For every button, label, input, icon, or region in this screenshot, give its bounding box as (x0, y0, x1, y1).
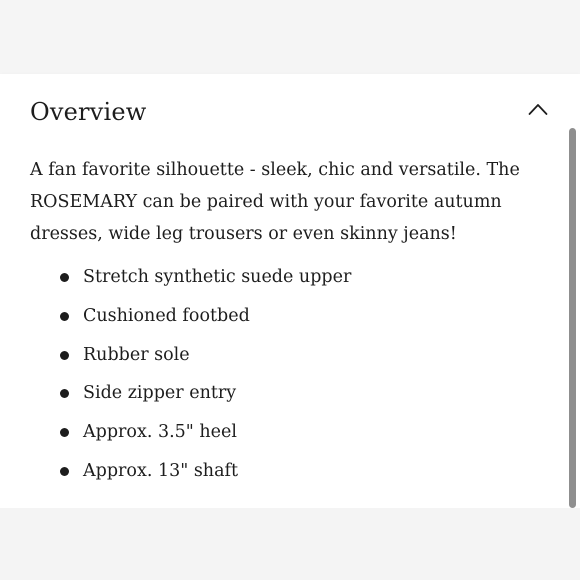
page-top-background (0, 0, 580, 74)
feature-text: Side zipper entry (83, 383, 237, 404)
feature-text: Approx. 13" shaft (83, 460, 239, 481)
feature-text: Approx. 3.5" heel (83, 422, 237, 443)
bullet-icon (60, 467, 69, 476)
overview-accordion-header[interactable] (0, 74, 580, 150)
chevron-up-icon[interactable] (528, 102, 548, 116)
feature-item (30, 452, 351, 491)
bullet-icon (60, 428, 69, 437)
feature-text: Cushioned footbed (83, 305, 250, 326)
feature-item (30, 297, 351, 336)
feature-text: Rubber sole (83, 344, 190, 365)
bullet-icon (60, 389, 69, 398)
feature-item (30, 374, 351, 413)
bullet-icon (60, 351, 69, 360)
feature-list (30, 258, 351, 491)
page-bottom-background (0, 508, 580, 580)
bullet-icon (60, 312, 69, 321)
feature-item (30, 258, 351, 297)
feature-item (30, 413, 351, 452)
feature-item (30, 336, 351, 375)
feature-text: Stretch synthetic suede upper (83, 267, 352, 287)
product-description: A fan favorite silhouette - sleek, chic and versatile. The ROSEMARY can be paired with your favorite autumn dresses, wide leg trousers or even skinny jeans! (30, 160, 520, 244)
overview-title: Overview (30, 98, 147, 126)
scrollbar-thumb[interactable] (569, 128, 576, 508)
bullet-icon (60, 273, 69, 282)
